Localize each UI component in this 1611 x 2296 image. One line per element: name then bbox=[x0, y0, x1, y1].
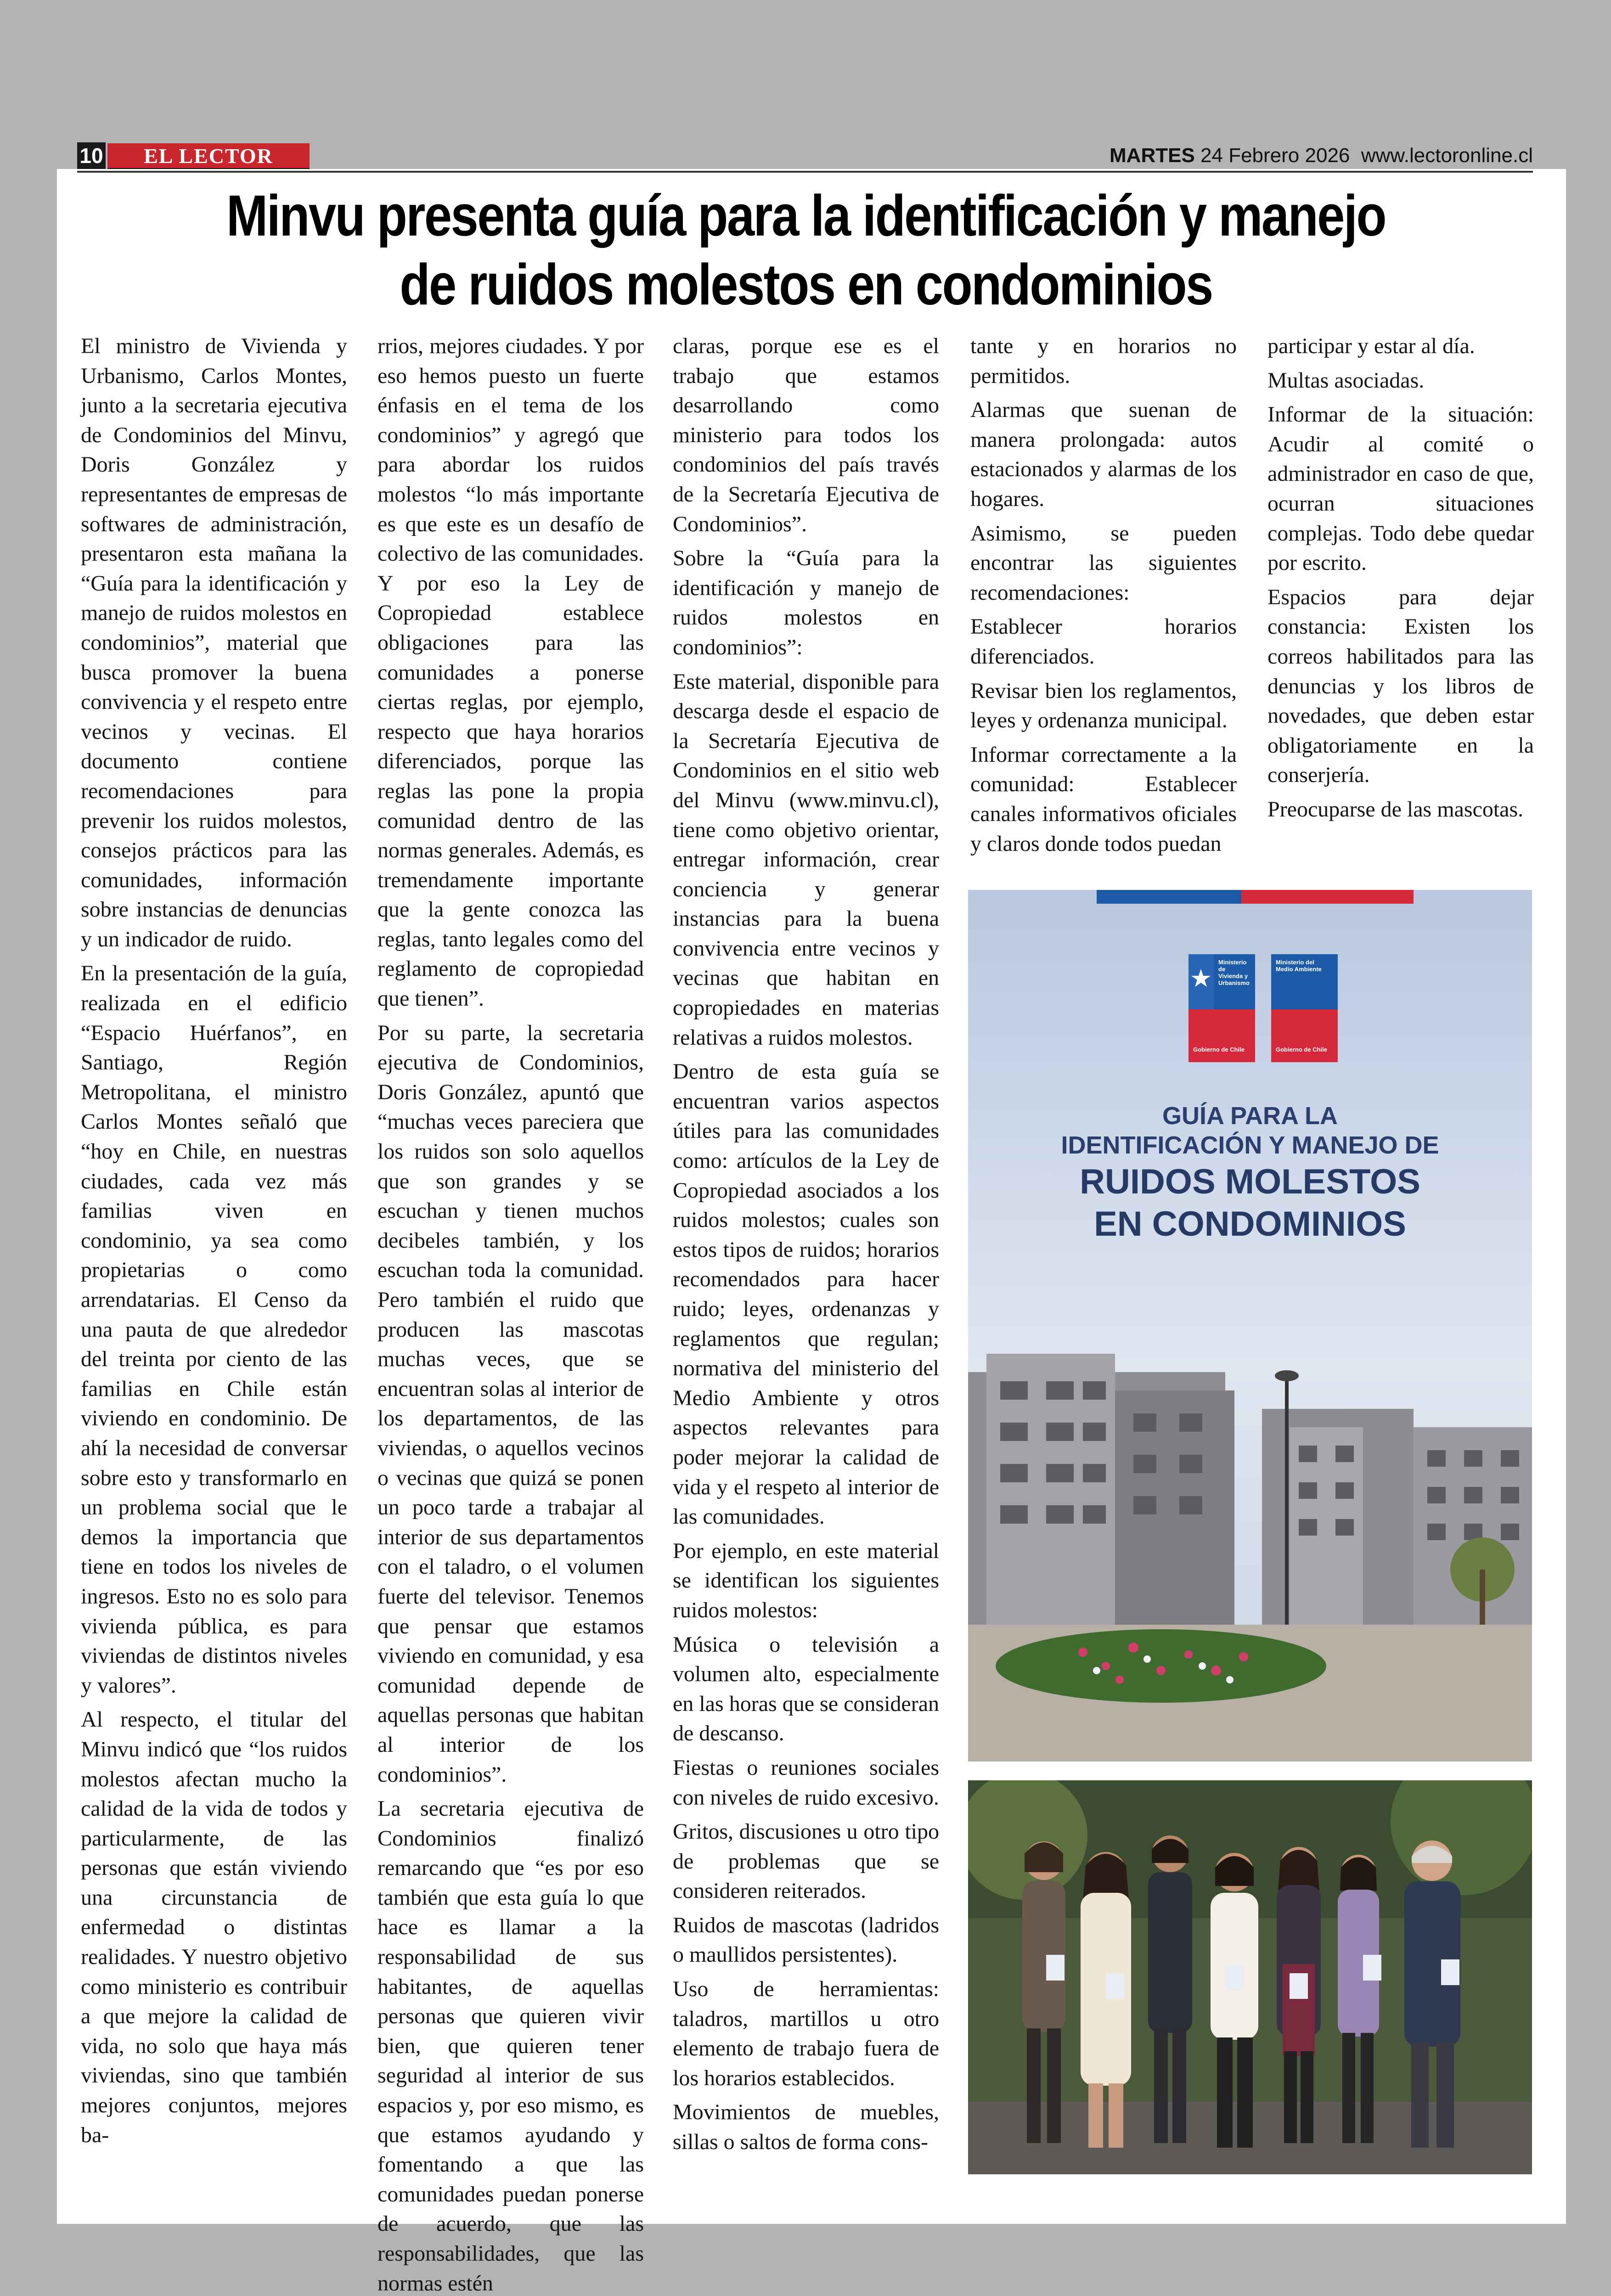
cover-title-line-2: IDENTIFICACIÓN Y MANEJO DE bbox=[1061, 1131, 1439, 1159]
newspaper-logo[interactable]: EL LECTOR bbox=[107, 143, 310, 171]
paragraph: Por su parte, la secretaria ejecutiva de Condominios, Doris González, apuntó que “muchas veces pareciera que los ruidos son solo aquellos que son grandes y se escuchan y tienen muchos decibeles también, y los escuchan toda la comunidad. Pero también el ruido que producen las mascotas muchas veces, que se encuentran solas al interior de los departamentos, de las viviendas, o aquellos vecinos o vecinas que quizá se ponen un poco tarde a trabajar al interior de sus departamentos con el taladro, o el volumen fuerte del televisor. Tenemos que pensar que estamos viviendo en comunidad, y esa comunidad depende de aquellas personas que habitan al interior de los condominios”. bbox=[377, 1020, 644, 1787]
list-item: Gritos, discusiones u otro tipo de problemas que se consideren reiterados. bbox=[673, 1819, 939, 1903]
paragraph: Por ejemplo, en este material se identifican los siguientes ruidos molestos: bbox=[673, 1538, 939, 1622]
list-item: Revisar bien los reglamentos, leyes y ordenanza municipal. bbox=[970, 678, 1237, 733]
list-item: Establecer horarios diferenciados. bbox=[970, 614, 1237, 669]
masthead bbox=[77, 142, 1533, 170]
cover-title-line-3: RUIDOS MOLESTOS bbox=[1080, 1162, 1420, 1201]
group-photo-illustration bbox=[968, 1780, 1532, 2174]
list-item: Espacios para dejar constancia: Existen los correos habilitados para las denuncias y los libros de novedades, que deben estar obligatoriamente en la conserjería. bbox=[1267, 585, 1534, 788]
paragraph: En la presentación de la guía, realizada en el edificio “Espacio Huérfanos”, en Santiago, Región Metropolitana, el ministro Carlos Montes señaló que “hoy en Chile, en nuestras ciudades, cada vez más familias viven en condominio, ya sea como propietarias o como arrendatarias. El Censo da una pauta de que alrededor del treinta por ciento de las familias en Chile están viviendo en condominio. De ahí la necesidad de conversar sobre esto y transformarlo en un problema social que le demos la importancia que tiene en todos los niveles de ingresos. Esto no es solo para vivienda pública, es para viviendas de distintos niveles y valores”. bbox=[81, 961, 347, 1698]
date-label: 24 Febrero 2026 bbox=[1200, 144, 1350, 167]
paragraph: rrios, mejores ciudades. Y por eso hemos puesto un fuerte énfasis en el tema de los condominios” y agregó que para abordar los ruidos molestos “lo más importante es que este es un desafío de colectivo de las comunidades. Y por eso la Ley de Copropiedad establece obligaciones para las comunidades a ponerse ciertas reglas, por ejemplo, respecto que haya horarios diferenciados, porque las reglas las pone la propia comunidad dentro de las normas generales. Además, es tremendamente importante que la gente conozca las reglas, tanto legales como del reglamento de copropiedad que tienen”. bbox=[377, 334, 644, 1011]
headline-line-2: de ruidos molestos en condominios bbox=[400, 252, 1212, 317]
list-item: Fiestas o reuniones sociales con niveles de ruido excesivo. bbox=[673, 1755, 939, 1810]
cover-title-line-4: EN CONDOMINIOS bbox=[1094, 1204, 1406, 1244]
list-item: Uso de herramientas: taladros, martillos u otro elemento de trabajo fuera de los horarios establecidos. bbox=[673, 1977, 939, 2090]
dateline bbox=[1110, 144, 1533, 167]
paragraph: Dentro de esta guía se encuentran varios aspectos útiles para las comunidades como: artículos de la Ley de Copropiedad asociados a los ruidos molestos; cuales son estos tipos de ruidos; horarios recomendados para hacer ruido; leyes, ordenanzas y reglamentos que regulan; normativa del ministerio del Medio Ambiente y otros aspectos relevantes para poder mejorar la calidad de vida y el respeto al interior de las comunidades. bbox=[673, 1059, 939, 1529]
article-column-4 bbox=[970, 332, 1237, 863]
header-rule bbox=[77, 171, 1533, 173]
ministry-ambiente-label: Ministerio del Medio Ambiente bbox=[1276, 959, 1322, 973]
paragraph: Al respecto, el titular del Minvu indicó que “los ruidos molestos afectan mucho la calidad de la vida de todos y particularmente, de las personas que están viviendo una circunstancia de enfermedad o distintas realidades. Y nuestro objetivo como ministerio es contribuir a que mejore la calidad de vida, no solo que haya más viviendas, sino que también mejores conjuntos, mejores ba- bbox=[81, 1707, 347, 2147]
cover-subtitle bbox=[968, 1101, 1532, 1160]
article-column-2 bbox=[377, 332, 644, 2296]
paragraph: claras, porque ese es el trabajo que estamos desarrollando como ministerio para todos los condominios del país través de la Secretaría Ejecutiva de Condominios”. bbox=[673, 334, 939, 536]
article-headline bbox=[172, 181, 1440, 319]
list-item: tante y en horarios no permitidos. bbox=[970, 334, 1237, 388]
website-link[interactable]: www.lectoronline.cl bbox=[1361, 144, 1533, 167]
day-label: MARTES bbox=[1110, 144, 1195, 167]
list-item: participar y estar al día. bbox=[1267, 334, 1475, 358]
ministry-vivienda-label: Ministerio de Vivienda y Urbanismo bbox=[1218, 959, 1250, 986]
article-column-3 bbox=[673, 332, 939, 2162]
list-item: Informar de la situación: Acudir al comité o administrador en caso de que, ocurran situaciones complejas. Todo debe quedar por escrito. bbox=[1267, 402, 1534, 575]
paragraph: Asimismo, se pueden encontrar las siguientes recomendaciones: bbox=[970, 521, 1237, 605]
paragraph: Sobre la “Guía para la identificación y manejo de ruidos molestos en condominios”: bbox=[673, 546, 939, 659]
paragraph: Este material, disponible para descarga desde el espacio de la Secretaría Ejecutiva de Condominios en el sitio web del Minvu (www.minvu.cl), tiene como objetivo orientar, entregar información, crear conciencia y generar instancias para la buena convivencia entre vecinos y vecinas que habitan en copropiedades en materias relativas a ruidos molestos. bbox=[673, 669, 939, 1050]
cover-title bbox=[968, 1161, 1532, 1245]
paragraph: La secretaria ejecutiva de Condominios finalizó remarcando que “es por eso también que esta guía lo que hace es llamar a la responsabilidad de sus habitantes, de aquellas personas que quieren vivir bien, que quieren tener seguridad al interior de sus espacios y, por eso mismo, es que estamos ayudando y fomentando a que las comunidades puedan ponerse de acuerdo, que las responsabilidades, que las normas estén bbox=[377, 1796, 644, 2296]
gov-label-2: Gobierno de Chile bbox=[1276, 1046, 1327, 1053]
list-item: Multas asociadas. bbox=[1267, 368, 1425, 393]
paragraph: El ministro de Vivienda y Urbanismo, Carlos Montes, junto a la secretaria ejecutiva de Condominios del Minvu, Doris González y representantes de empresas de softwares de administración, presentaron esta mañana la “Guía para la identificación y manejo de ruidos molestos en condominios”, material que busca promover la buena convivencia y el respeto entre vecinos y vecinas. El documento contiene recomendaciones para prevenir los ruidos molestos, consejos prácticos para las comunidades, información sobre instancias de denuncias y un indicador de ruido. bbox=[81, 334, 347, 951]
guide-cover-image bbox=[968, 890, 1532, 1761]
list-item: Movimientos de muebles, sillas o saltos de forma cons- bbox=[673, 2100, 939, 2155]
article-column-5 bbox=[1267, 332, 1534, 829]
gov-label-1: Gobierno de Chile bbox=[1193, 1046, 1245, 1053]
list-item: Alarmas que suenan de manera prolongada: autos estacionados y alarmas de los hogares. bbox=[970, 398, 1237, 511]
list-item: Preocuparse de las mascotas. bbox=[1267, 797, 1524, 822]
article-column-1 bbox=[81, 332, 347, 2155]
page-number: 10 bbox=[77, 142, 106, 169]
group-photo bbox=[968, 1780, 1532, 2174]
list-item: Música o televisión a volumen alto, especialmente en las horas que se consideran de descanso. bbox=[673, 1632, 939, 1746]
headline-line-1: Minvu presenta guía para la identificación y manejo bbox=[226, 183, 1386, 248]
list-item: Ruidos de mascotas (ladridos o maullidos persistentes). bbox=[673, 1913, 939, 1967]
cover-title-line-1: GUÍA PARA LA bbox=[1162, 1102, 1338, 1130]
list-item: Informar correctamente a la comunidad: Establecer canales informativos oficiales y claros donde todos puedan bbox=[970, 742, 1237, 856]
guide-cover-illustration bbox=[968, 890, 1532, 1761]
